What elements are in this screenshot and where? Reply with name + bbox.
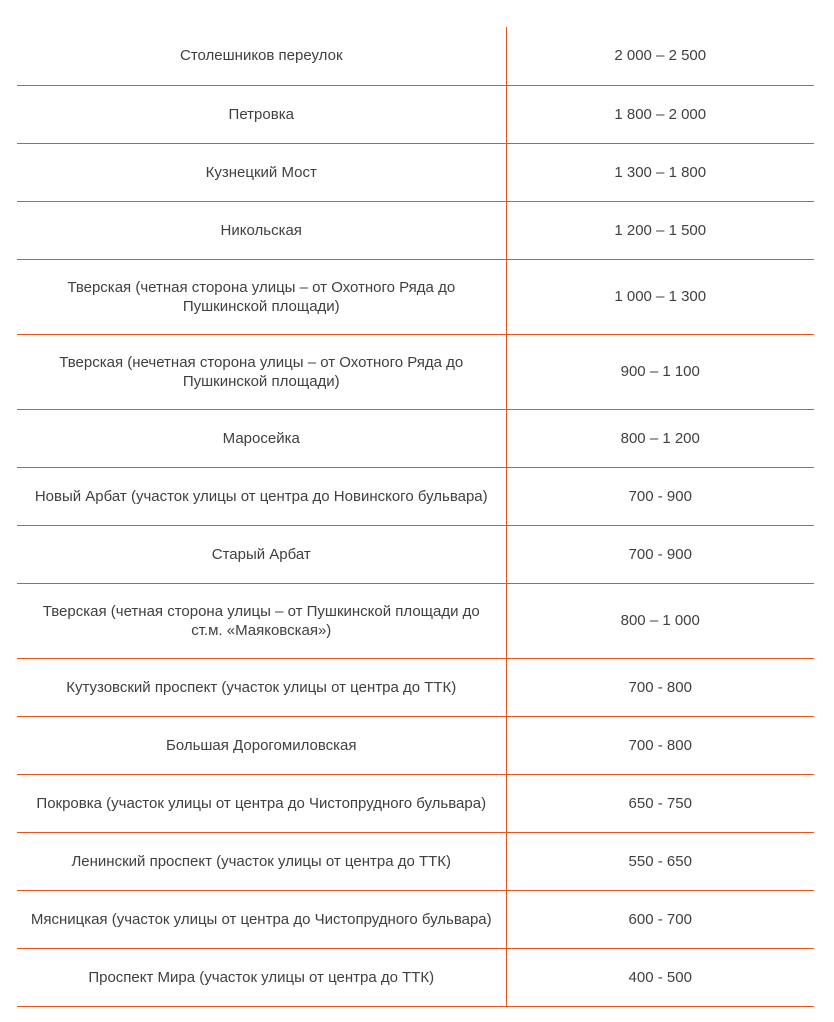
price-table-body xyxy=(17,27,814,1006)
street-cell: Новый Арбат (участок улицы от центра до Новинского бульвара) xyxy=(17,467,506,525)
street-cell: Столешников переулок xyxy=(17,27,506,85)
price-range-cell: 400 - 500 xyxy=(506,948,814,1006)
street-cell: Маросейка xyxy=(17,409,506,467)
price-table xyxy=(17,27,814,1007)
street-cell: Тверская (четная сторона улицы – от Пушкинской площади до ст.м. «Маяковская») xyxy=(17,583,506,658)
street-cell: Проспект Мира (участок улицы от центра до ТТК) xyxy=(17,948,506,1006)
table-row xyxy=(17,259,814,334)
price-range-cell: 800 – 1 200 xyxy=(506,409,814,467)
table-row xyxy=(17,716,814,774)
street-cell: Большая Дорогомиловская xyxy=(17,716,506,774)
table-row xyxy=(17,409,814,467)
price-range-cell: 600 - 700 xyxy=(506,890,814,948)
street-cell: Покровка (участок улицы от центра до Чистопрудного бульвара) xyxy=(17,774,506,832)
table-row xyxy=(17,525,814,583)
price-range-cell: 550 - 650 xyxy=(506,832,814,890)
street-cell: Старый Арбат xyxy=(17,525,506,583)
price-range-cell: 700 - 800 xyxy=(506,716,814,774)
price-range-cell: 1 800 – 2 000 xyxy=(506,85,814,143)
table-row xyxy=(17,948,814,1006)
street-cell: Тверская (нечетная сторона улицы – от Охотного Ряда до Пушкинской площади) xyxy=(17,334,506,409)
price-range-cell: 700 - 900 xyxy=(506,467,814,525)
price-range-cell: 700 - 800 xyxy=(506,658,814,716)
table-row xyxy=(17,27,814,85)
price-range-cell: 1 300 – 1 800 xyxy=(506,143,814,201)
table-row xyxy=(17,201,814,259)
price-range-cell: 900 – 1 100 xyxy=(506,334,814,409)
price-range-cell: 700 - 900 xyxy=(506,525,814,583)
table-row xyxy=(17,334,814,409)
street-cell: Петровка xyxy=(17,85,506,143)
price-range-cell: 2 000 – 2 500 xyxy=(506,27,814,85)
table-row xyxy=(17,774,814,832)
price-range-cell: 1 000 – 1 300 xyxy=(506,259,814,334)
street-cell: Никольская xyxy=(17,201,506,259)
table-row xyxy=(17,467,814,525)
street-cell: Тверская (четная сторона улицы – от Охотного Ряда до Пушкинской площади) xyxy=(17,259,506,334)
street-cell: Кузнецкий Мост xyxy=(17,143,506,201)
street-cell: Мясницкая (участок улицы от центра до Чистопрудного бульвара) xyxy=(17,890,506,948)
price-range-cell: 1 200 – 1 500 xyxy=(506,201,814,259)
table-row xyxy=(17,85,814,143)
table-row xyxy=(17,658,814,716)
table-row xyxy=(17,890,814,948)
street-cell: Кутузовский проспект (участок улицы от центра до ТТК) xyxy=(17,658,506,716)
table-row xyxy=(17,832,814,890)
price-range-cell: 650 - 750 xyxy=(506,774,814,832)
table-row xyxy=(17,583,814,658)
street-cell: Ленинский проспект (участок улицы от центра до ТТК) xyxy=(17,832,506,890)
price-range-cell: 800 – 1 000 xyxy=(506,583,814,658)
table-row xyxy=(17,143,814,201)
